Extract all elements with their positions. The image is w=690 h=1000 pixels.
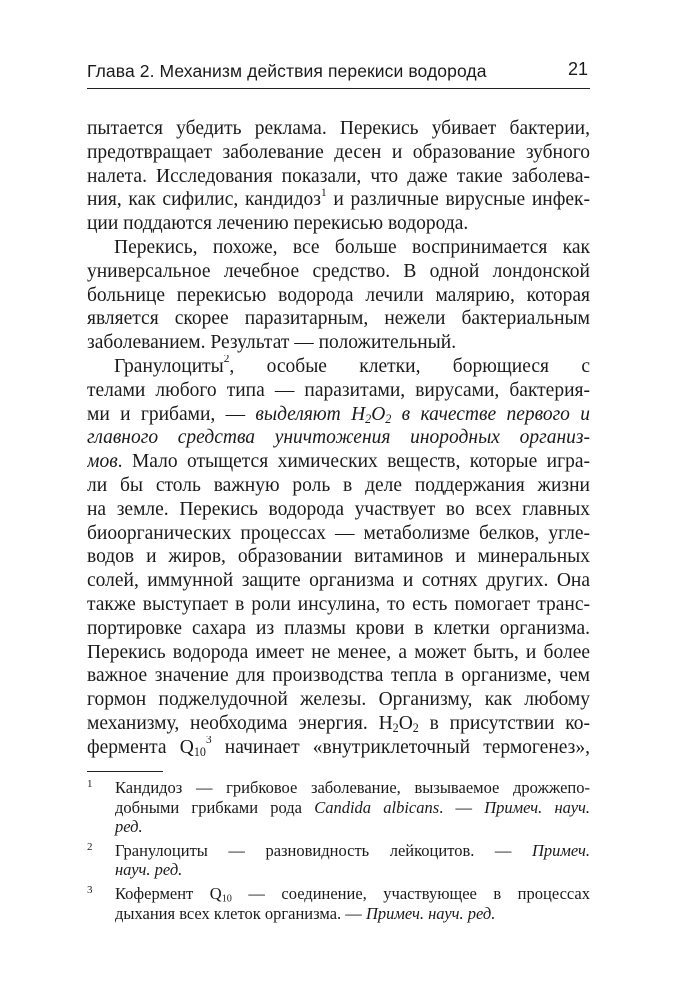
text-line: ли бы столь важную роль в деле поддержания жизни xyxy=(87,474,590,496)
text-line: также выступает в роли инсулина, то есть помогает транс- xyxy=(87,593,590,615)
text-line xyxy=(87,712,590,736)
text-line xyxy=(115,841,590,861)
text-run: и различные вирусные инфек- xyxy=(326,189,590,211)
text-run: Гранулоциты xyxy=(114,355,224,377)
subscript: 2 xyxy=(385,411,392,426)
text-line: пытается убедить реклама. Перекись убивает бактерии, xyxy=(87,118,590,139)
text-line xyxy=(87,188,590,212)
text-run: ния, как сифилис, кандидоз xyxy=(87,189,321,211)
text-line: ции поддаются лечению перекисью водорода. xyxy=(87,213,469,235)
main-text xyxy=(87,117,590,760)
text-line xyxy=(87,355,590,379)
text-line: больнице перекисью водорода лечили малярию, которая xyxy=(87,284,590,306)
subscript: 10 xyxy=(221,893,232,904)
italic-run: Примеч. науч. xyxy=(484,797,590,817)
italic-run xyxy=(255,404,590,425)
text-run: в присутствии ко- xyxy=(418,712,590,734)
text-run: . — xyxy=(439,797,485,817)
text-run: O xyxy=(371,403,386,425)
text-run: добными грибками рода xyxy=(115,797,315,817)
subscript: 10 xyxy=(193,744,206,759)
italic-run: Candida albicans xyxy=(314,797,440,817)
footnote-1 xyxy=(87,778,590,837)
text-line: биоорганических процессах — метаболизме белков, угле- xyxy=(87,522,590,544)
footnotes xyxy=(87,778,590,927)
text-run: начинает «внутриклеточный термогенез», xyxy=(211,736,590,758)
footnote-mark: 1 xyxy=(87,778,93,790)
text-line: налета. Исследования показали, что даже такие заболева- xyxy=(87,165,590,187)
text-run: дыхания всех клеток организма. — xyxy=(115,903,366,923)
italic-run: Примеч. науч. ред. xyxy=(365,903,496,923)
italic-run: ред. xyxy=(115,817,143,837)
text-line: предотвращает заболевание десен и образование зубного xyxy=(87,141,590,163)
footnote-ref-2: 2 xyxy=(223,354,230,366)
running-header xyxy=(87,54,590,89)
text-line: телами любого типа — паразитами, вирусами, бактерия- xyxy=(87,379,590,401)
italic-run: мов xyxy=(87,451,118,473)
text-line: портировке сахара из плазмы крови в клетки организма. xyxy=(87,617,590,639)
text-line xyxy=(87,736,590,760)
text-line: является скорее паразитарным, нежели бактериальным xyxy=(87,308,590,330)
text-run: Гранулоциты — разновидность лейкоцитов. — xyxy=(115,840,532,860)
text-line xyxy=(115,884,590,904)
text-line xyxy=(115,798,590,818)
text-line: водов и жиров, образовании витаминов и минеральных xyxy=(87,546,590,568)
text-line: важное значение для производства тепла в организме, чем xyxy=(87,665,590,687)
paragraph-2 xyxy=(87,236,590,355)
footnote-divider xyxy=(87,771,163,772)
paragraph-1 xyxy=(87,117,590,236)
footnote-mark: 3 xyxy=(87,883,93,896)
text-line: Перекись водорода имеет не менее, а может быть, и более xyxy=(87,641,590,663)
text-run: — соединение, участвующее в процессах xyxy=(231,883,590,903)
text-line xyxy=(115,904,590,924)
subscript: 2 xyxy=(365,411,372,426)
text-line xyxy=(87,403,590,427)
subscript: 2 xyxy=(412,720,419,735)
footnote-3 xyxy=(87,884,590,923)
page-number: 21 xyxy=(567,59,588,79)
text-line: Кандидоз — грибковое заболевание, вызываемое дрожжепо- xyxy=(115,778,590,797)
text-run: ми и грибами, — xyxy=(87,403,256,425)
text-run: в качестве первого и xyxy=(391,403,590,425)
text-line xyxy=(87,426,590,450)
text-run: фермента Q xyxy=(87,736,194,758)
text-run: . Мало отыщется химических веществ, которые игра- xyxy=(117,451,590,473)
text-run: выделяют H xyxy=(255,403,366,425)
footnote-ref-3: 3 xyxy=(205,735,212,746)
text-line: заболеванием. Результат — положительный. xyxy=(87,332,457,354)
italic-run: главного средства уничтожения инородных организ- xyxy=(87,427,590,449)
text-line xyxy=(115,817,590,837)
text-run: механизму, необходима энергия. H xyxy=(87,712,393,734)
text-line: солей, иммунной защите организма и сотнях других. Она xyxy=(87,570,590,592)
text-run: O xyxy=(398,712,413,734)
text-line: универсальное лечебное средство. В одной лондонской xyxy=(87,260,590,282)
italic-run: науч. ред. xyxy=(115,860,183,880)
text-line xyxy=(115,860,590,880)
paragraph-3 xyxy=(87,355,590,760)
text-line: на земле. Перекись водорода участвует во всех главных xyxy=(87,498,590,520)
footnote-ref-1: 1 xyxy=(320,188,327,199)
chapter-title: Глава 2. Механизм действия перекиси водорода xyxy=(87,61,487,81)
text-run: Кофермент Q xyxy=(115,883,222,903)
text-line xyxy=(87,450,590,474)
italic-run: Примеч. xyxy=(531,840,590,860)
footnote-2 xyxy=(87,841,590,880)
text-run: , особые клетки, борющиеся с xyxy=(229,355,590,377)
text-line: Перекись, похоже, все больше воспринимается как xyxy=(114,236,590,258)
text-line: гормон поджелудочной железы. Организму, как любому xyxy=(87,689,590,711)
footnote-mark: 2 xyxy=(87,840,93,853)
subscript: 2 xyxy=(392,720,399,735)
